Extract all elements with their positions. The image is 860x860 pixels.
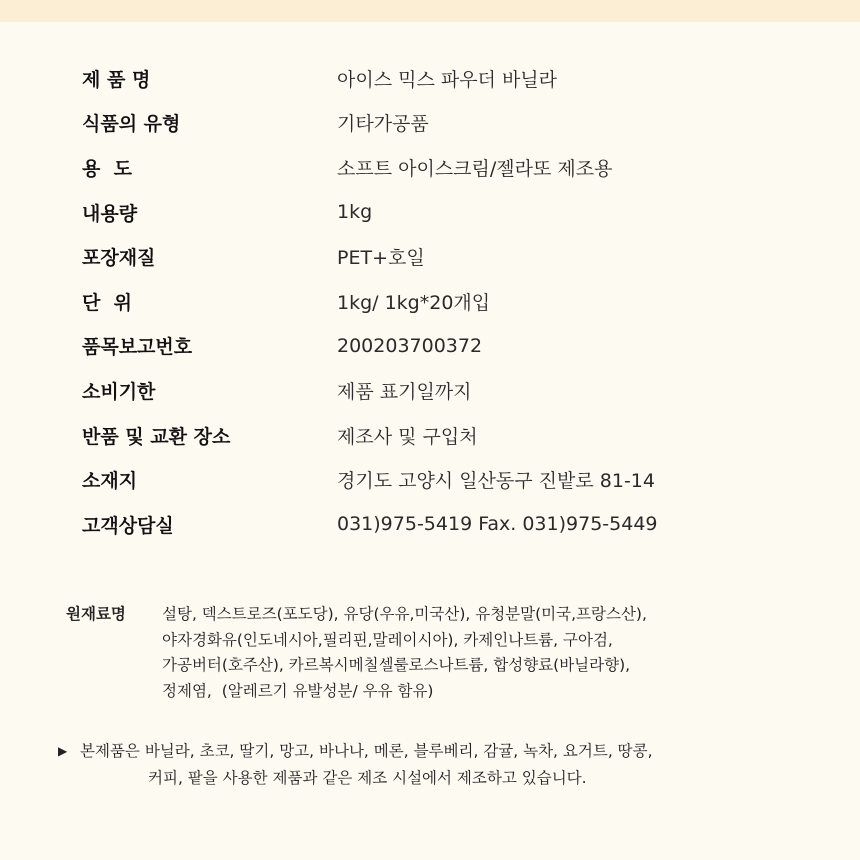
info-value: 200203700372 xyxy=(337,334,483,357)
info-row-expiry xyxy=(82,368,802,413)
info-label: 소재지 xyxy=(82,470,138,493)
info-label: 단 위 xyxy=(82,291,132,314)
info-label: 품목보고번호 xyxy=(82,336,193,359)
info-row-return-place xyxy=(82,413,802,458)
info-row-customer-service xyxy=(82,502,802,547)
info-label: 제 품 명 xyxy=(82,68,151,91)
ingredients-line: 가공버터(호주산), 카르복시메칠셀룰로스나트륨, 합성향료(바닐라향), xyxy=(162,656,631,674)
notice-text: 본제품은 바닐라, 초코, 딸기, 망고, 바나나, 메론, 블루베리, 감귤, 녹차, 요거트, 땅콩, xyxy=(80,742,653,760)
info-label: 고객상담실 xyxy=(82,514,174,537)
info-label: 용 도 xyxy=(82,157,132,180)
ingredients-title: 원재료명 xyxy=(66,605,126,623)
ingredients-list xyxy=(162,602,826,704)
product-info-table xyxy=(82,56,802,547)
info-row-food-type xyxy=(82,101,802,146)
info-value: PET+호일 xyxy=(337,247,425,270)
info-value: 제조사 및 구입처 xyxy=(337,425,478,448)
info-row-unit xyxy=(82,279,802,324)
allergen-notice xyxy=(58,738,838,792)
info-row-usage xyxy=(82,145,802,190)
info-label: 소비기한 xyxy=(82,380,156,403)
info-label: 반품 및 교환 장소 xyxy=(82,425,231,448)
info-row-report-number xyxy=(82,324,802,369)
top-banner-strip xyxy=(0,0,860,22)
info-label: 포장재질 xyxy=(82,247,156,270)
info-label: 내용량 xyxy=(82,202,138,225)
info-label: 식품의 유형 xyxy=(82,113,181,136)
info-value: 1kg xyxy=(337,201,373,224)
ingredients-line: 설탕, 덱스트로즈(포도당), 유당(우유,미국산), 유청분말(미국,프랑스산), xyxy=(162,605,647,623)
info-value: 기타가공품 xyxy=(337,113,429,136)
notice-text: 커피, 팥을 사용한 제품과 같은 제조 시설에서 제조하고 있습니다. xyxy=(148,769,587,787)
ingredients-section xyxy=(66,602,826,704)
info-row-address xyxy=(82,457,802,502)
ingredients-line: 야자경화유(인도네시아,필리핀,말레이시아), 카제인나트륨, 구아검, xyxy=(162,630,613,649)
info-value: 경기도 고양시 일산동구 진밭로 81-14 xyxy=(337,470,655,493)
info-value: 1kg/ 1kg*20개입 xyxy=(337,291,491,314)
info-row-packaging-material xyxy=(82,234,802,279)
info-value: 031)975-5419 Fax. 031)975-5449 xyxy=(337,513,658,536)
notice-first-line xyxy=(58,738,838,765)
info-row-product-name xyxy=(82,56,802,101)
ingredients-line: 정제염, (알레르기 유발성분/ 우유 함유) xyxy=(162,681,434,700)
info-value: 소프트 아이스크림/젤라또 제조용 xyxy=(337,157,613,180)
info-row-content-amount xyxy=(82,190,802,235)
info-value: 제품 표기일까지 xyxy=(337,380,472,403)
triangle-bullet-icon: ▶ xyxy=(58,744,68,758)
info-value: 아이스 믹스 파우더 바닐라 xyxy=(337,68,558,91)
